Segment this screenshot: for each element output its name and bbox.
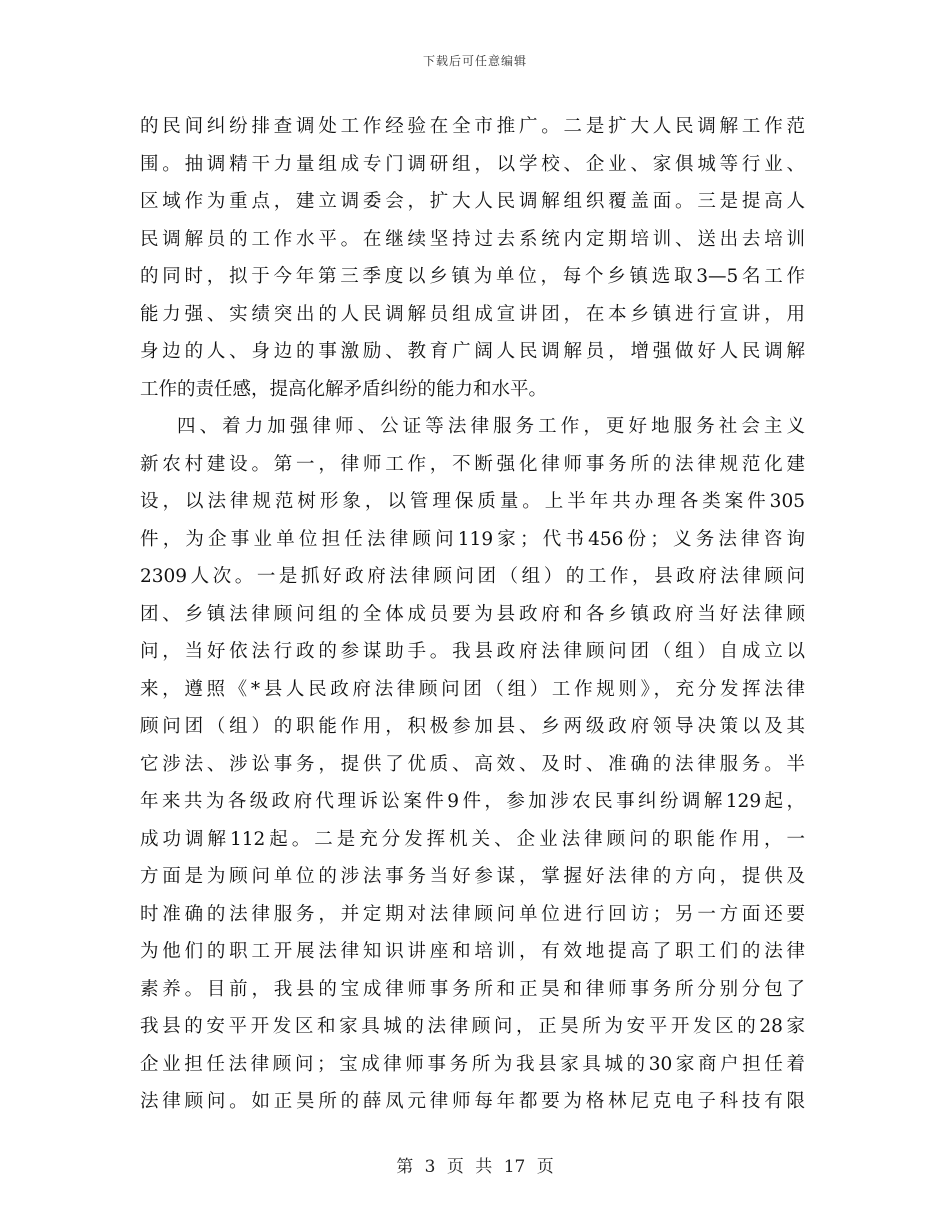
text-line: 的同时，拟于今年第三季度以乡镇为单位，每个乡镇选取3—5名工作 xyxy=(140,266,805,287)
text-line: 能力强、实绩突出的人民调解员组成宣讲团，在本乡镇进行宣讲，用 xyxy=(140,303,805,325)
text-line: 方面是为顾问单位的涉法事务当好参谋，掌握好法律的方向，提供及 xyxy=(140,866,805,887)
body-text xyxy=(140,108,805,1121)
text-line: 它涉法、涉讼事务，提供了优质、高效、及时、准确的法律服务。半 xyxy=(140,753,805,775)
text-line: 团、乡镇法律顾问组的全体成员要为县政府和各乡镇政府当好法律顾 xyxy=(140,603,805,625)
text-line: 新农村建设。第一，律师工作，不断强化律师事务所的法律规范化建 xyxy=(140,453,805,475)
text-line: 成功调解112起。二是充分发挥机关、企业法律顾问的职能作用，一 xyxy=(140,828,805,850)
text-line: 身边的人、身边的事激励、教育广阔人民调解员，增强做好人民调解 xyxy=(140,341,805,362)
text-line: 问，当好依法行政的参谋助手。我县政府法律顾问团（组）自成立以 xyxy=(140,641,805,662)
text-line: 民调解员的工作水平。在继续坚持过去系统内定期培训、送出去培训 xyxy=(140,228,805,250)
text-line: 为他们的职工开展法律知识讲座和培训，有效地提高了职工们的法律 xyxy=(140,941,805,962)
text-line: 件，为企事业单位担任法律顾问119家；代书456份；义务法律咨询 xyxy=(140,528,805,550)
text-line: 的民间纠纷排查调处工作经验在全市推广。二是扩大人民调解工作范 xyxy=(140,116,805,137)
text-line: 来，遵照《*县人民政府法律顾问团（组）工作规则》，充分发挥法律 xyxy=(140,678,805,700)
text-line: 时准确的法律服务，并定期对法律顾问单位进行回访；另一方面还要 xyxy=(140,903,805,925)
text-line: 顾问团（组）的职能作用，积极参加县、乡两级政府领导决策以及其 xyxy=(140,716,805,737)
text-line: 素养。目前，我县的宝成律师事务所和正昊和律师事务所分别分包了 xyxy=(140,978,805,1000)
text-line: 法律顾问。如正昊所的薛凤元律师每年都要为格林尼克电子科技有限 xyxy=(140,1091,805,1112)
text-line: 工作的责任感，提高化解矛盾纠纷的能力和水平。 xyxy=(140,378,548,400)
page-number-footer: 第 3 页 共 17 页 xyxy=(396,1157,554,1177)
text-line: 年来共为各级政府代理诉讼案件9件，参加涉农民事纠纷调解129起， xyxy=(140,791,805,812)
paragraph-start-line: 四、着力加强律师、公证等法律服务工作，更好地服务社会主义 xyxy=(177,416,805,437)
text-line: 围。抽调精干力量组成专门调研组，以学校、企业、家俱城等行业、 xyxy=(140,153,805,175)
text-line: 区域作为重点，建立调委会，扩大人民调解组织覆盖面。三是提高人 xyxy=(140,191,805,212)
text-line: 我县的安平开发区和家具城的法律顾问，正昊所为安平开发区的28家 xyxy=(140,1016,805,1037)
text-line: 企业担任法律顾问；宝成律师事务所为我县家具城的30家商户担任着 xyxy=(140,1053,805,1075)
text-line: 设，以法律规范树形象，以管理保质量。上半年共办理各类案件305 xyxy=(140,491,805,512)
page-header: 下载后可任意编辑 xyxy=(422,54,527,68)
text-line: 2309人次。一是抓好政府法律顾问团（组）的工作，县政府法律顾问 xyxy=(140,566,805,587)
